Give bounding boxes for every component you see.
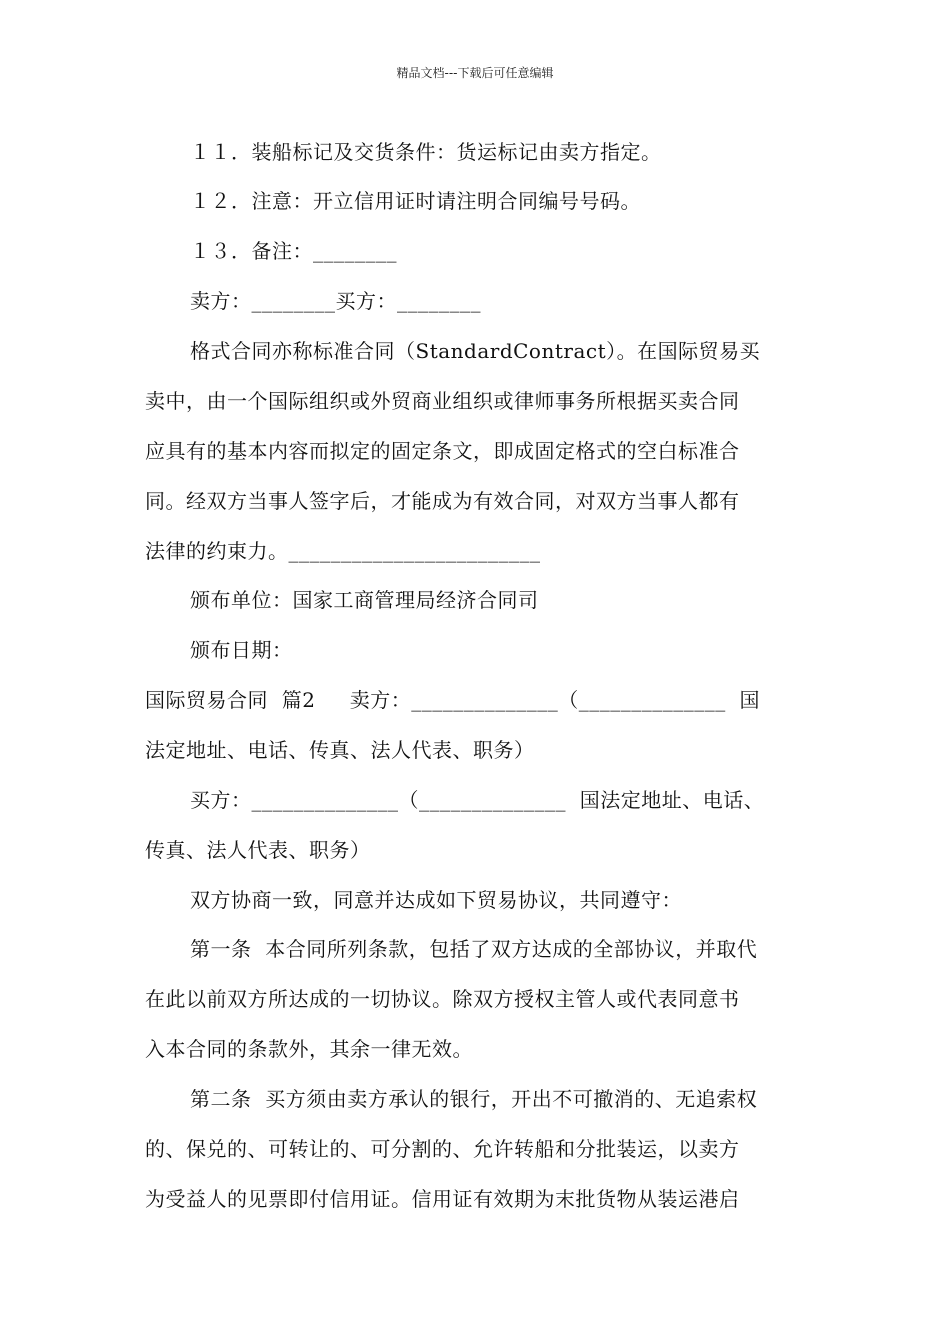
paragraph-line: 传真、法人代表、职务） <box>145 838 371 862</box>
paragraph-line: 入本合同的条款外，其余一律无效。 <box>145 1037 473 1061</box>
clause-13: １３．备注：________ <box>190 239 397 263</box>
paragraph-line: 格式合同亦称标准合同（StandardContract）。在国际贸易买 <box>190 339 761 363</box>
paragraph-line: 同。经双方当事人签字后，才能成为有效合同，对双方当事人都有 <box>145 489 740 513</box>
article-1: 第一条 本合同所列条款，包括了双方达成的全部协议，并取代 <box>190 937 758 961</box>
section-title-seller: 国际贸易合同 篇2 卖方：______________（______________ 国 <box>145 688 760 712</box>
paragraph-line: 为受益人的见票即付信用证。信用证有效期为末批货物从装运港启 <box>145 1187 740 1211</box>
page-header: 精品文档---下载后可任意编辑 <box>396 66 554 80</box>
paragraph-line: 法律的约束力。________________________ <box>145 539 541 563</box>
issuing-unit: 颁布单位：国家工商管理局经济合同司 <box>190 588 539 612</box>
clause-11: １１．装船标记及交货条件：货运标记由卖方指定。 <box>190 140 662 164</box>
agreement-line: 双方协商一致，同意并达成如下贸易协议，共同遵守： <box>190 888 682 912</box>
paragraph-line: 法定地址、电话、传真、法人代表、职务） <box>145 738 535 762</box>
paragraph-line: 应具有的基本内容而拟定的固定条文，即成固定格式的空白标准合 <box>145 439 740 463</box>
signature-line: 卖方：________买方：________ <box>190 289 481 313</box>
paragraph-line: 在此以前双方所达成的一切协议。除双方授权主管人或代表同意书 <box>145 987 740 1011</box>
article-2: 第二条 买方须由卖方承认的银行，开出不可撤消的、无追索权 <box>190 1087 758 1111</box>
clause-12: １２．注意：开立信用证时请注明合同编号号码。 <box>190 189 641 213</box>
buyer-line: 买方：______________（______________ 国法定地址、电话、 <box>190 788 765 812</box>
paragraph-line: 卖中，由一个国际组织或外贸商业组织或律师事务所根据买卖合同 <box>145 389 740 413</box>
paragraph-line: 的、保兑的、可转让的、可分割的、允许转船和分批装运，以卖方 <box>145 1137 740 1161</box>
issuing-date: 颁布日期： <box>190 638 293 662</box>
